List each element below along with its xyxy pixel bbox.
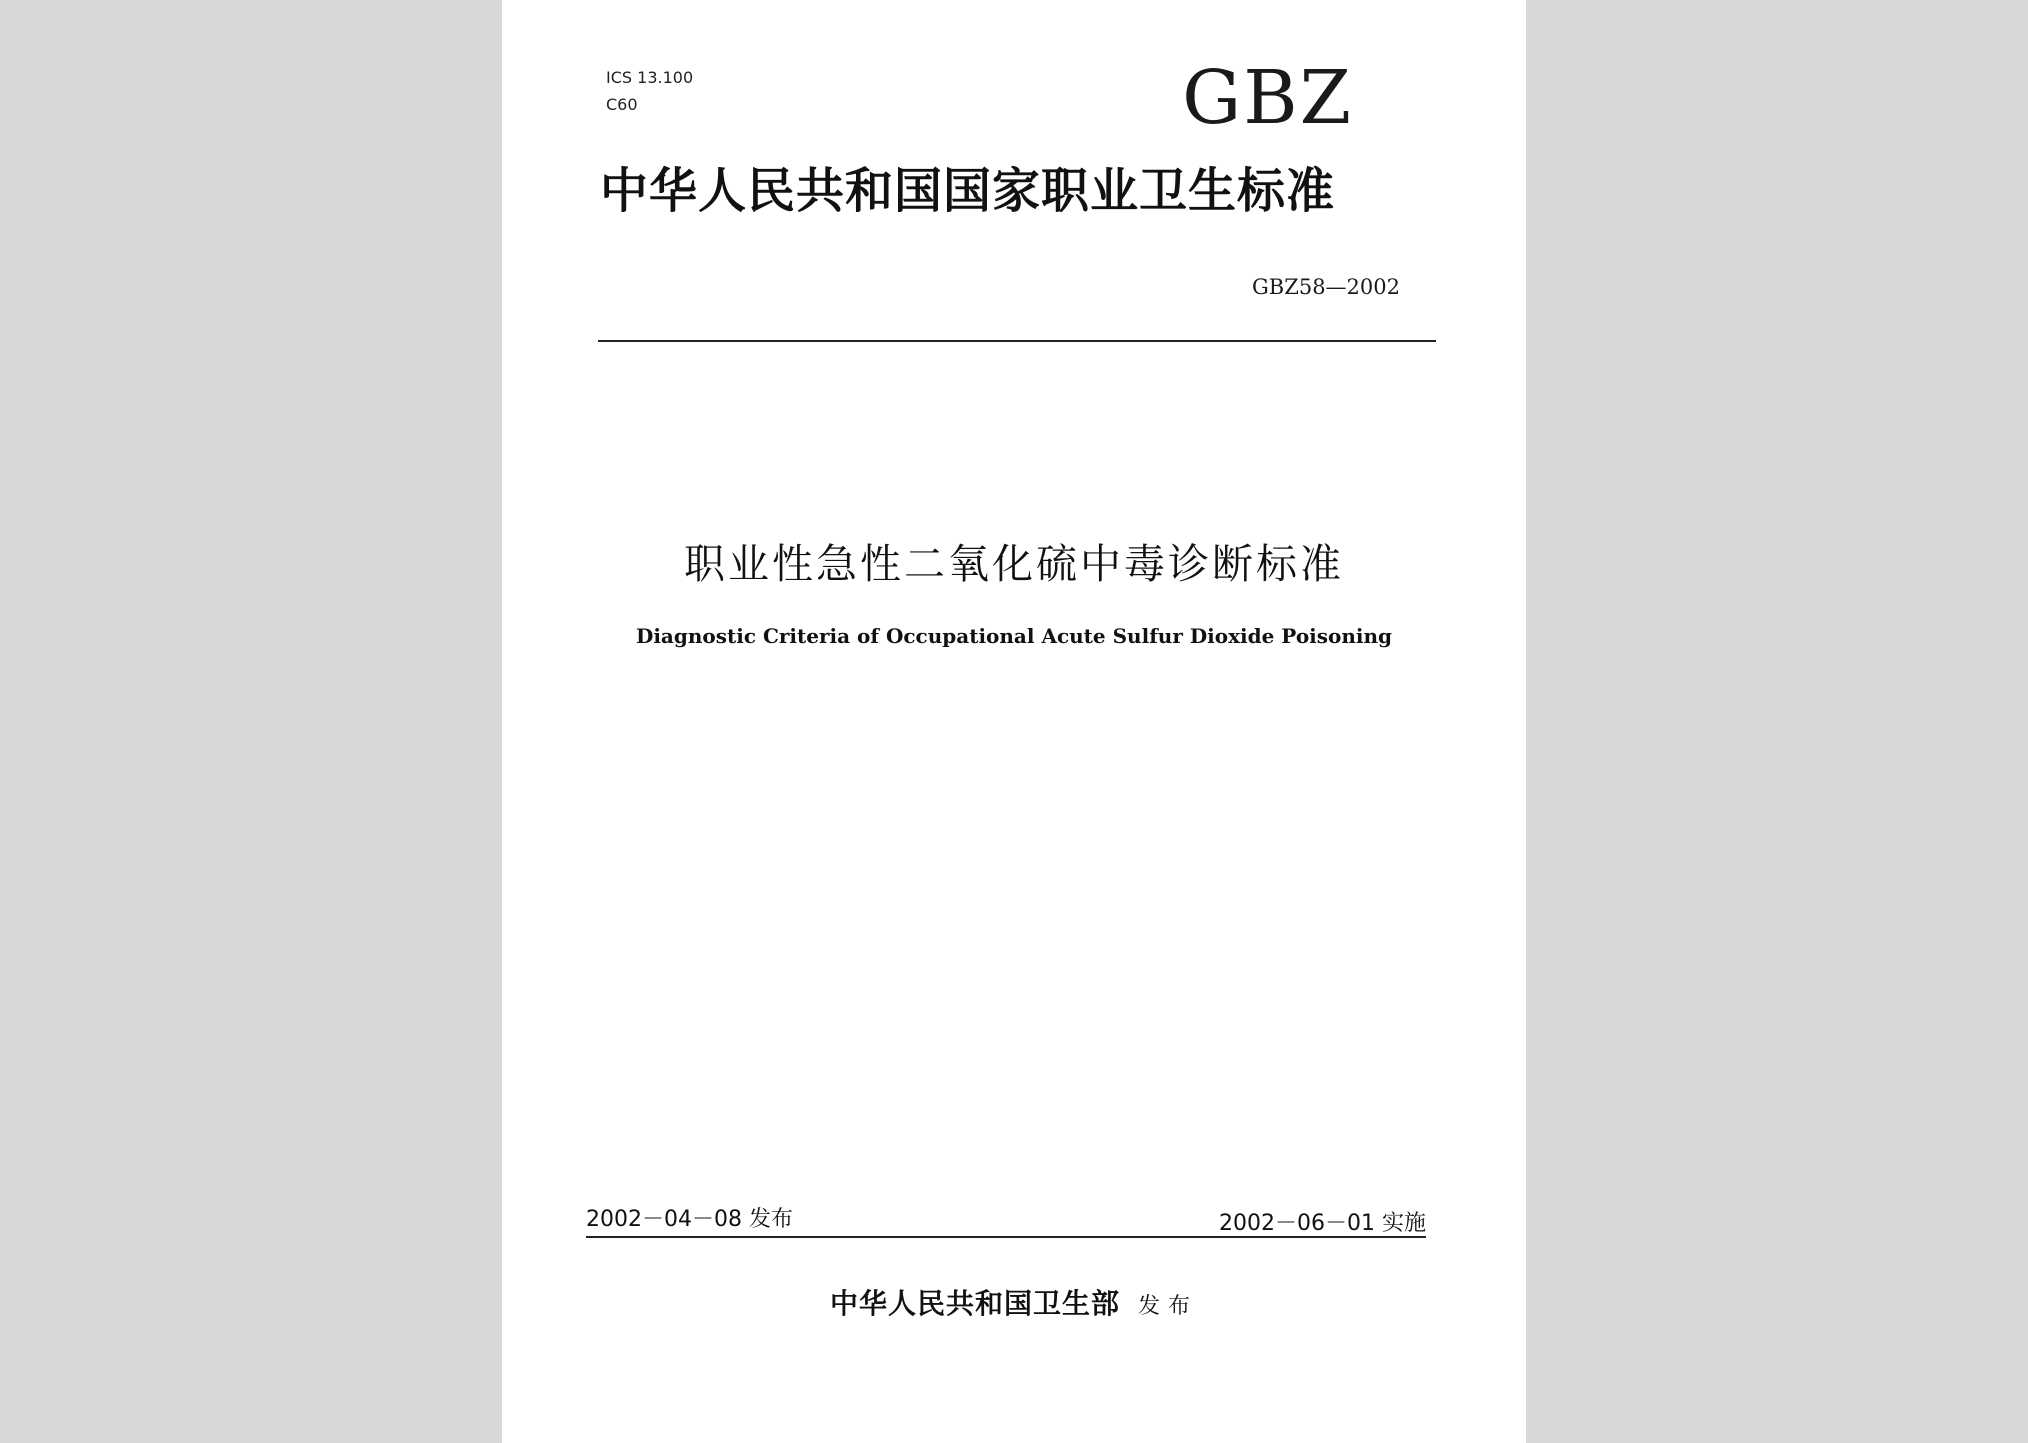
document-title-cn: 职业性急性二氧化硫中毒诊断标准 <box>684 540 1344 588</box>
document-page <box>502 0 1526 1443</box>
standard-title: 中华人民共和国国家职业卫生标准 <box>600 163 1336 219</box>
effective-date: 2002－06－01 实施 <box>1219 1211 1426 1236</box>
gbz-logo: GBZ <box>1182 55 1353 141</box>
publisher-action: 发布 <box>1138 1294 1199 1319</box>
standard-number: GBZ58—2002 <box>1252 275 1400 299</box>
issue-date: 2002－04－08 发布 <box>586 1207 793 1232</box>
classification-code: C60 <box>606 95 638 114</box>
publisher-line <box>502 1286 1526 1325</box>
document-title-en: Diagnostic Criteria of Occupational Acute Sulfur Dioxide Poisoning <box>635 624 1393 648</box>
publisher-name: 中华人民共和国卫生部 <box>829 1287 1120 1320</box>
bottom-divider <box>586 1236 1426 1238</box>
ics-code: ICS 13.100 <box>606 68 694 87</box>
top-divider <box>598 340 1436 342</box>
